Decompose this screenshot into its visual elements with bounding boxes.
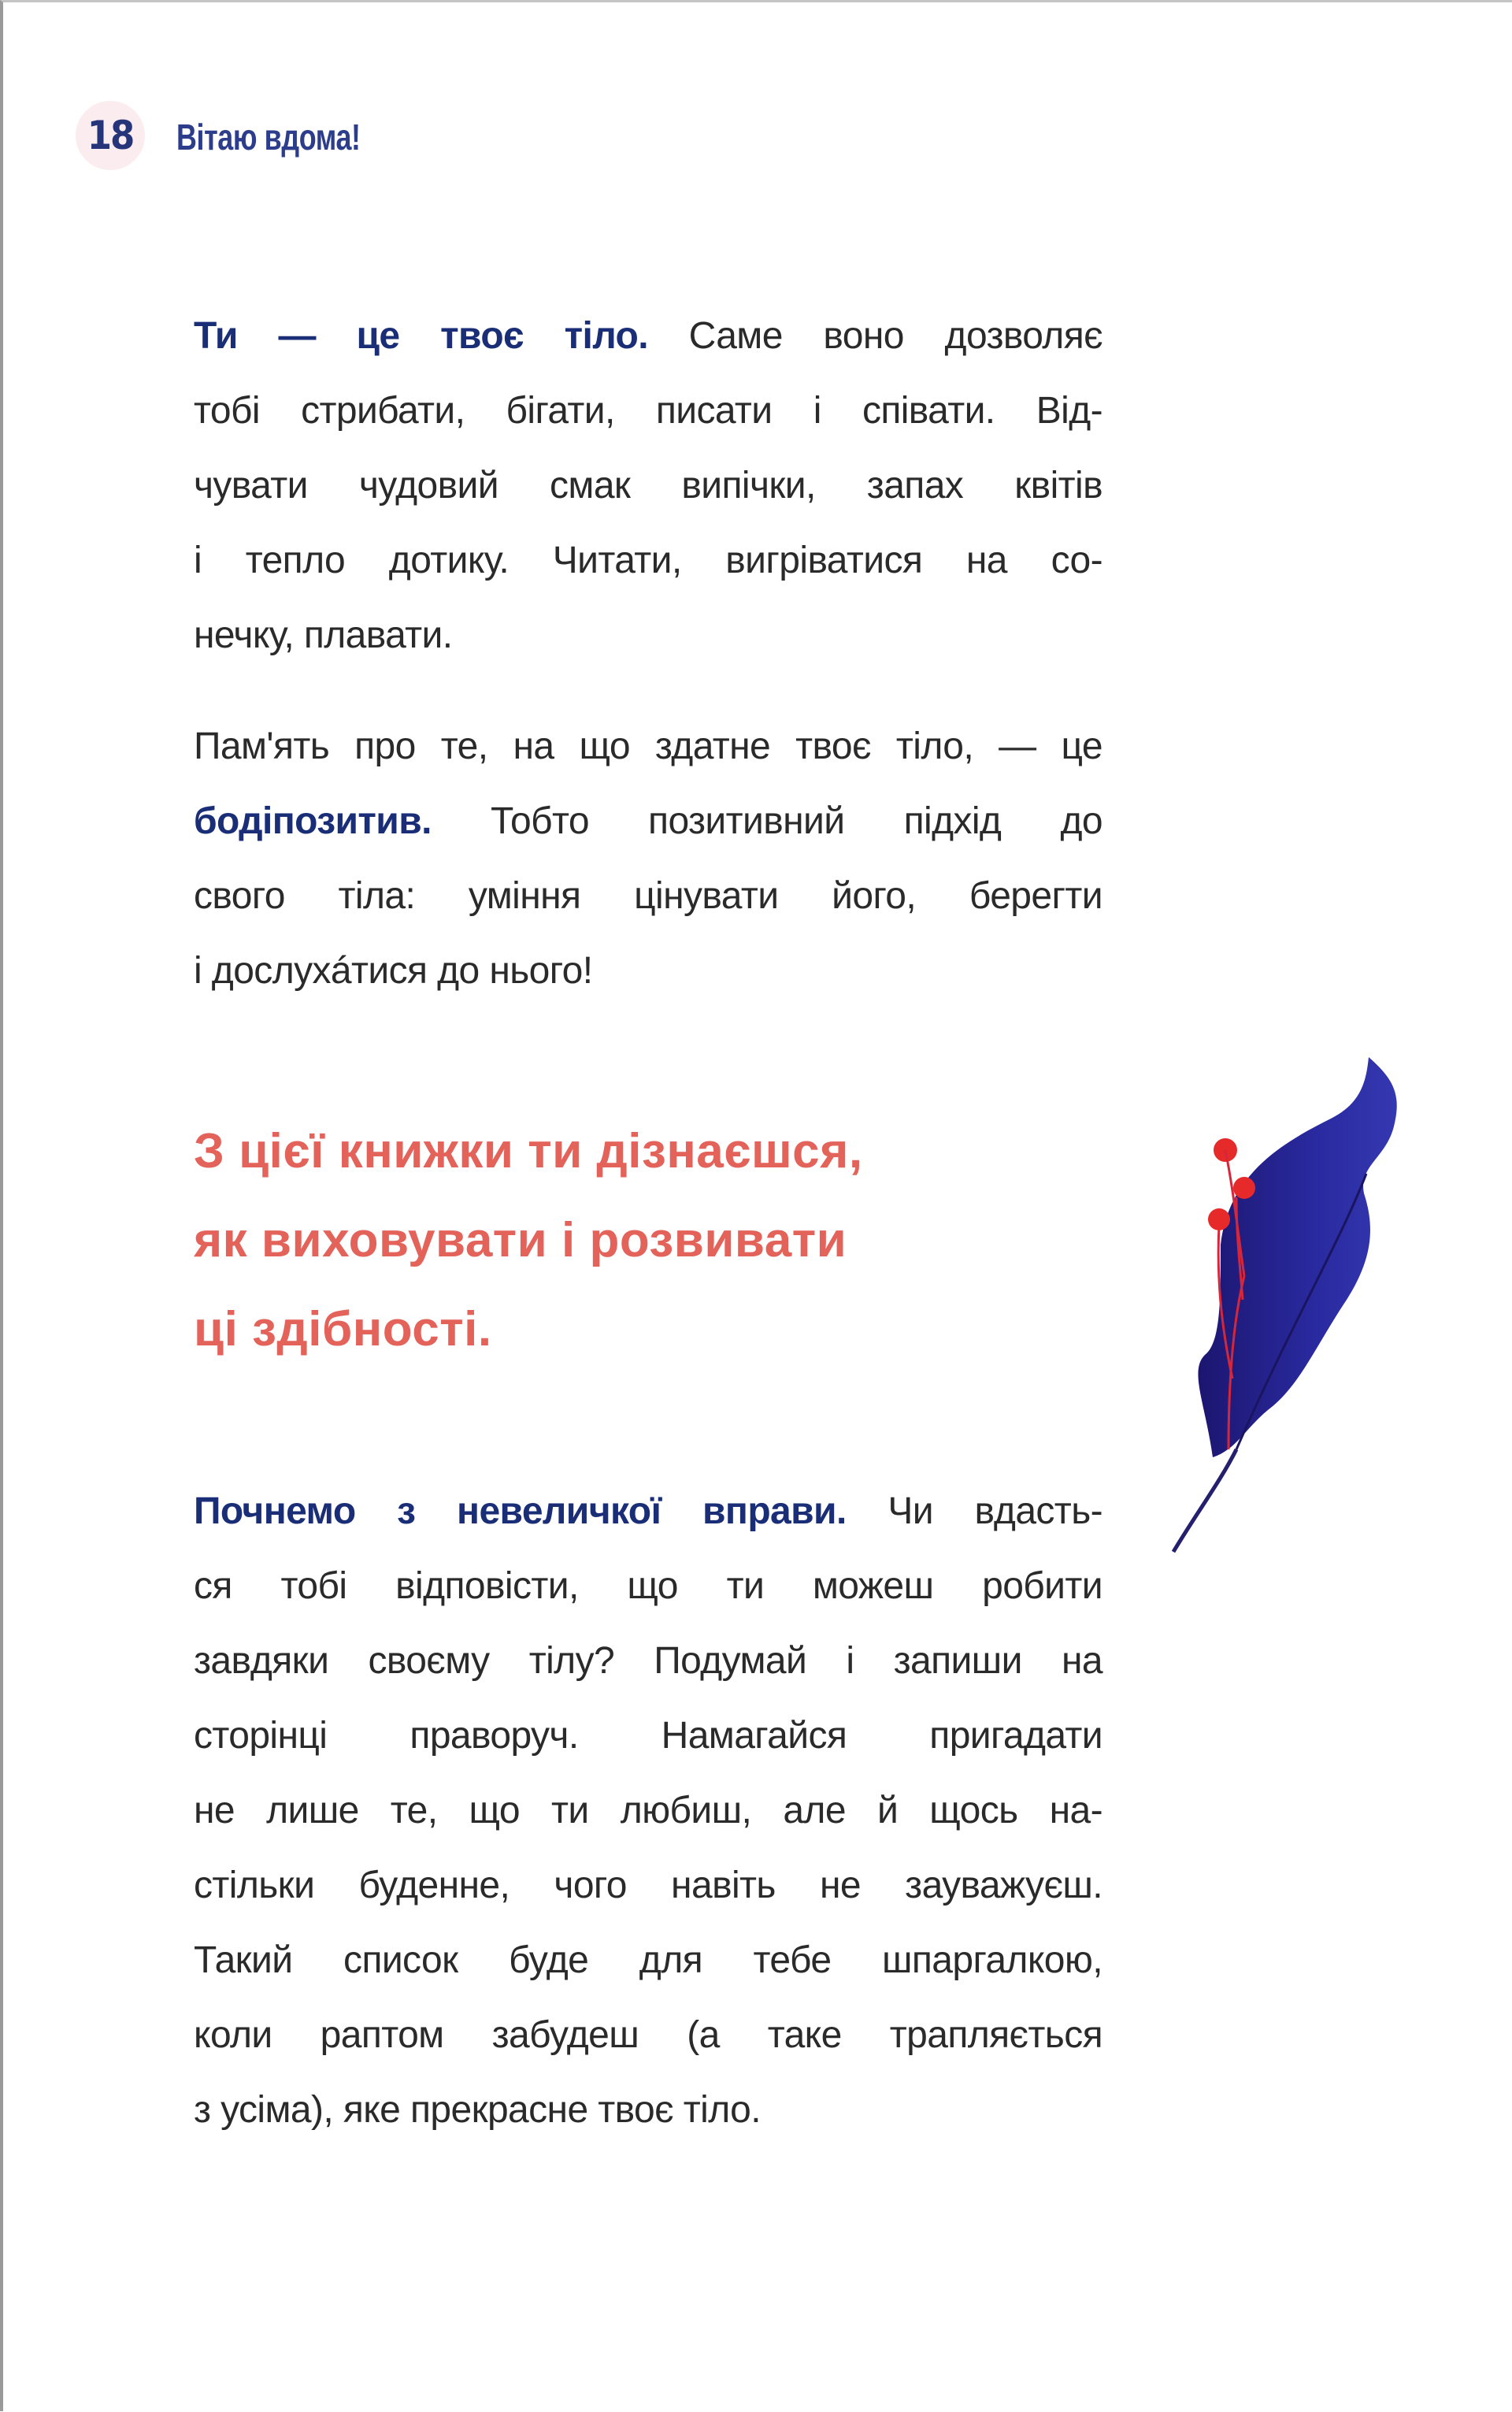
- text-line: [194, 1773, 1102, 1848]
- text-line: [194, 448, 1102, 523]
- heading-line: як виховувати і розвивати: [194, 1213, 847, 1267]
- line-text: Саме воно дозволяє: [647, 315, 1102, 357]
- paragraph-1: [194, 299, 1102, 673]
- text-line: [194, 859, 1102, 933]
- text-line: [194, 1623, 1102, 1698]
- text-line: [194, 1549, 1102, 1623]
- bold-lead: Почнемо з невеличкої вправи.: [194, 1490, 847, 1532]
- text-line: [194, 933, 1102, 1008]
- berry: [1208, 1208, 1230, 1230]
- text-line: [194, 598, 1102, 673]
- line-text: Пам'ять про те, на що здатне твоє тіло, — це: [194, 725, 1102, 767]
- text-line: [194, 1474, 1102, 1549]
- berry: [1233, 1177, 1255, 1199]
- paragraph-2: [194, 709, 1102, 1008]
- line-text: тобі стрибати, бігати, писати і співати. Від-: [194, 390, 1102, 432]
- bold-lead: Ти — це твоє тіло.: [194, 315, 648, 357]
- line-text: сторінці праворуч. Намагайся пригадати: [194, 1715, 1102, 1757]
- bold-lead: бодіпозитив.: [194, 800, 432, 842]
- line-text: з усіма), яке прекрасне твоє тіло.: [194, 2089, 761, 2131]
- text-line: [194, 784, 1102, 859]
- text-line: [194, 523, 1102, 598]
- line-text: Тобто позитивний підхід до: [431, 800, 1102, 842]
- heading-line: ці здібності.: [194, 1302, 492, 1356]
- text-line: [194, 2072, 1102, 2147]
- paragraph-3: [194, 1474, 1102, 2147]
- text-line: [194, 709, 1102, 784]
- text-line: [194, 373, 1102, 448]
- highlight-heading: [194, 1107, 863, 1374]
- line-text: і тепло дотику. Читати, вигріватися на со-: [194, 540, 1102, 581]
- line-text: стільки буденне, чого навіть не зауважуєш.: [194, 1865, 1102, 1906]
- line-text: чувати чудовий смак випічки, запах квітів: [194, 465, 1102, 507]
- line-text: нечку, плавати.: [194, 614, 453, 656]
- page-number: 18: [87, 113, 134, 158]
- line-text: і дослухáтися до нього!: [194, 950, 593, 992]
- text-line: [194, 299, 1102, 373]
- heading-line: З цієї книжки ти дізнаєшся,: [194, 1124, 863, 1178]
- text-line: [194, 1698, 1102, 1773]
- leaf-illustration-icon: [1158, 1040, 1410, 1686]
- line-text: завдяки своєму тілу? Подумай і запиши на: [194, 1640, 1102, 1682]
- running-title: Вітаю вдома!: [176, 117, 361, 158]
- line-text: Такий список буде для тебе шпаргалкою,: [194, 1939, 1102, 1981]
- line-text: ся тобі відповісти, що ти можеш робити: [194, 1565, 1102, 1607]
- line-text: свого тіла: уміння цінувати його, берегти: [194, 875, 1102, 917]
- text-line: [194, 1923, 1102, 1998]
- line-text: не лише те, що ти любиш, але й щось на-: [194, 1790, 1102, 1831]
- line-text: Чи вдасть-: [846, 1490, 1102, 1532]
- line-text: коли раптом забудеш (а таке трапляється: [194, 2014, 1102, 2056]
- text-line: [194, 1848, 1102, 1923]
- text-line: [194, 1998, 1102, 2072]
